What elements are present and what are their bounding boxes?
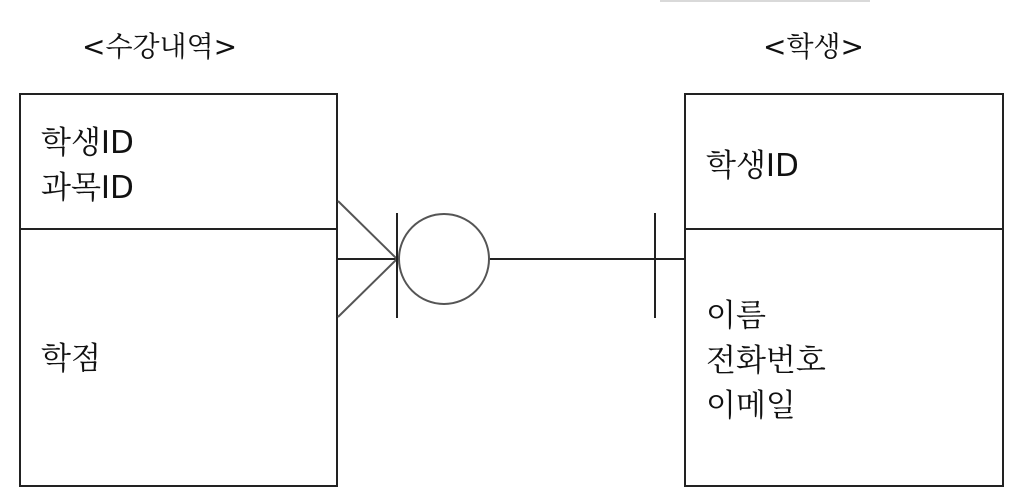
student-key-student-id: 학생ID xyxy=(706,148,799,184)
student-attribute-phone: 전화번호 xyxy=(706,343,826,379)
enrollment-attribute-grade: 학점 xyxy=(41,341,101,377)
enrollment-key-course-id: 과목ID xyxy=(41,170,134,206)
enrollment-entity-title: <수강내역> xyxy=(82,30,238,63)
student-attribute-email: 이메일 xyxy=(706,388,796,424)
student-attribute-name: 이름 xyxy=(706,298,766,334)
student-entity-title: <학생> xyxy=(763,30,865,63)
enrollment-key-student-id: 학생ID xyxy=(41,125,134,161)
zero-optional-circle-icon xyxy=(399,214,489,304)
